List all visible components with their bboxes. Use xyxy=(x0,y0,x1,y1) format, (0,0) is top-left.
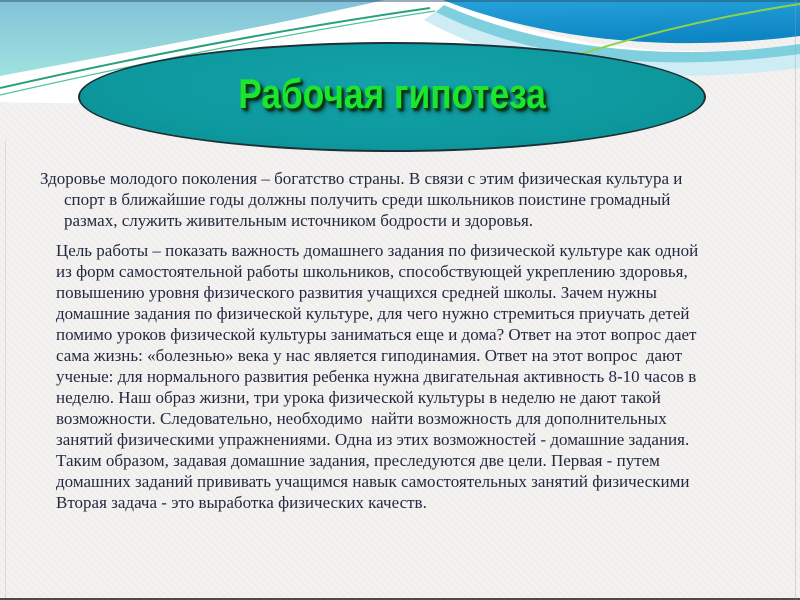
slide-title: Рабочая гипотеза xyxy=(238,70,546,117)
paragraph-goal: Цель работы – показать важность домашнего задания по физической культуре как одной из форм самостоятельной работы школьников, способствующей укреплению здоровья, повышению уровня физического развития учащихся средней школы. Зачем нужны домашние задания по физической культуре, для чего нужно стремиться приучать детей помимо уроков физической культуры заниматься еще и дома? Ответ на этот вопрос дает сама жизнь: «болезнью» века у нас является гиподинамия. Ответ на этот вопрос дают ученые: для нормального развития ребенка нужна двигательная активность 8-10 часов в неделю. Наш образ жизни, три урока физической культуры в неделю не дают такой возможности. Следовательно, необходимо найти возможность для дополнительных занятий физическими упражнениями. Одна из этих возможностей - домашние задания. Таким образом, задавая домашние задания, преследуются две цели. Первая - путем домашних заданий прививать учащимся навык самостоятельных занятий физическими Вторая задача - это выработка физических качеств. xyxy=(56,241,703,512)
slide-right-border xyxy=(795,0,796,600)
body-text-block xyxy=(40,168,704,513)
slide-left-border xyxy=(5,140,6,598)
paragraph-health: Здоровье молодого поколения – богатство страны. В связи с этим физическая культура и спорт в ближайшие годы должны получить среди школьников поистине громадный размах, служить живительным источником бодрости и здоровья. xyxy=(40,169,687,230)
title-container xyxy=(78,42,706,152)
slide-top-border xyxy=(0,0,800,2)
